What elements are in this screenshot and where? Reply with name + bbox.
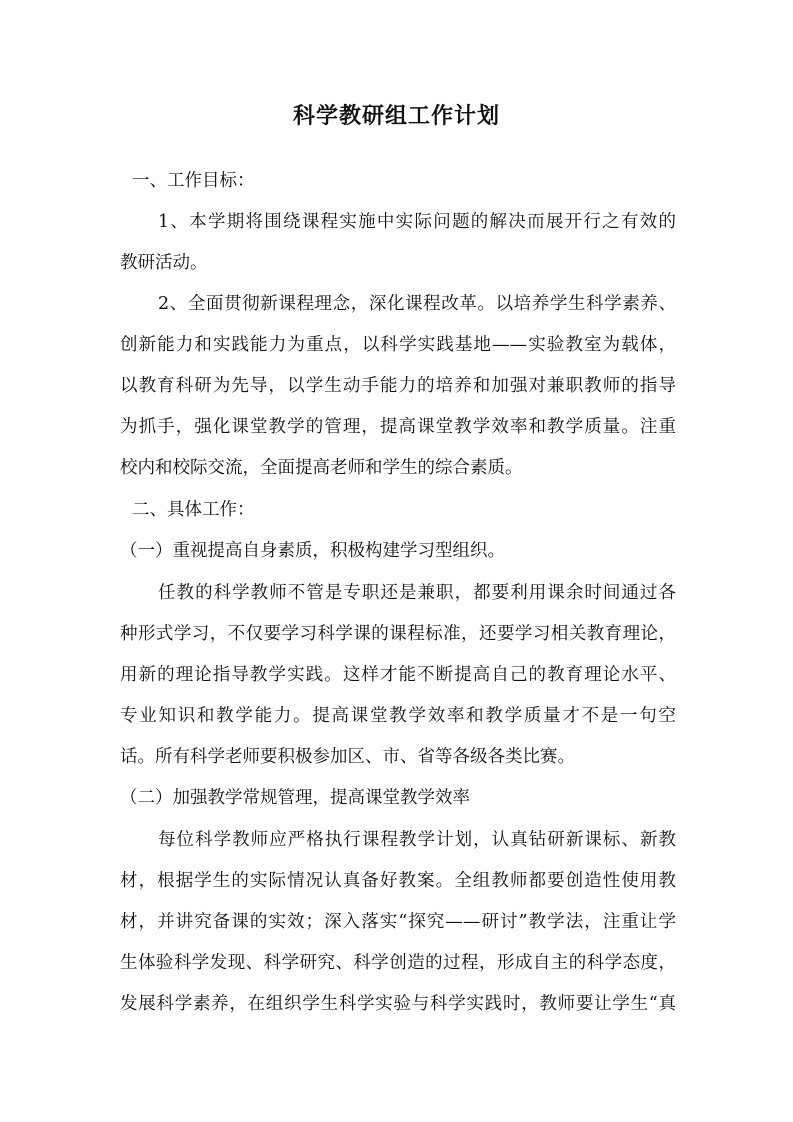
paragraph-line: 2、全面贯彻新课程理念，深化课程改革。以培养学生科学素养、	[158, 294, 676, 314]
paragraph-line: 每位科学教师应严格执行课程教学计划，认真钻研新课标、新教	[158, 830, 676, 850]
paragraph-line: 1、本学期将围绕课程实施中实际问题的解决而展开行之有效的	[158, 212, 676, 232]
paragraph-line: 生体验科学发现、科学研究、科学创造的过程，形成自主的科学态度，	[120, 953, 676, 973]
paragraph-line: 材，并讲究备课的实效；深入落实“探究——研讨”教学法，注重让学	[120, 912, 676, 932]
paragraph-line: 材，根据学生的实际情况认真备好教案。全组教师都要创造性使用教	[120, 871, 676, 891]
section-heading-goals: 一、工作目标：	[132, 171, 255, 191]
document-title: 科学教研组工作计划	[292, 103, 500, 129]
paragraph-line: 任教的科学教师不管是专职还是兼职，都要利用课余时间通过各	[158, 583, 676, 603]
subsection-heading-1: （一）重视提高自身素质，积极构建学习型组织。	[120, 541, 505, 561]
subsection-heading-2: （二）加强教学常规管理，提高课堂教学效率	[120, 788, 470, 808]
paragraph-line: 种形式学习，不仅要学习科学课的课程标准，还要学习相关教育理论，	[120, 624, 676, 644]
paragraph-line: 话。所有科学老师要积极参加区、市、省等各级各类比赛。	[120, 747, 575, 767]
paragraph-line: 专业知识和教学能力。提高课堂教学效率和教学质量才不是一句空	[120, 706, 676, 726]
paragraph-line: 用新的理论指导教学实践。这样才能不断提高自己的教育理论水平、	[120, 665, 676, 685]
paragraph-line: 以教育科研为先导，以学生动手能力的培养和加强对兼职教师的指导	[120, 376, 676, 396]
section-heading-tasks: 二、具体工作：	[132, 500, 255, 520]
paragraph-line: 为抓手，强化课堂教学的管理，提高课堂教学效率和教学质量。注重	[120, 417, 676, 437]
paragraph-line: 教研活动。	[120, 253, 208, 273]
paragraph-line: 创新能力和实践能力为重点，以科学实践基地——实验教室为载体，	[120, 335, 676, 355]
paragraph-line: 发展科学素养，在组织学生科学实验与科学实践时，教师要让学生“真	[120, 994, 676, 1014]
paragraph-line: 校内和校际交流，全面提高老师和学生的综合素质。	[120, 458, 523, 478]
